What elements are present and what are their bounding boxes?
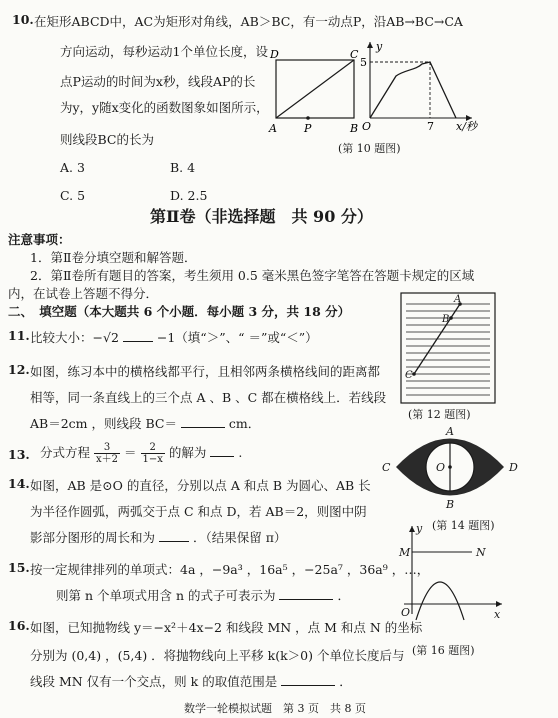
q10-option-d: D. 2.5: [170, 188, 208, 203]
parabola: [416, 582, 464, 620]
q13-fraction1: [94, 442, 120, 465]
q10-line2: 方向运动，每秒运动1个单位长度，设: [60, 44, 268, 59]
q13-prefix: 分式方程: [40, 445, 91, 460]
q10-line1: 在矩形ABCD中，AC为矩形对角线，AB＞BC，有一动点P，沿AB→BC→CA: [34, 14, 463, 29]
q10-line4: 为y，y随x变化的函数图象如图所示，: [60, 100, 269, 115]
label-o: O: [362, 120, 372, 133]
y-axis-arrow: [367, 42, 373, 48]
y-axis-arrow: [409, 526, 415, 532]
q13-fraction2-numerator: 2: [141, 442, 165, 454]
label-o: O: [401, 606, 411, 619]
point-p: [306, 116, 310, 120]
label-x: x: [494, 608, 501, 621]
label-m: M: [399, 546, 411, 559]
function-curve: [370, 62, 456, 118]
notes-item1: 1．第Ⅱ卷分填空题和解答题．: [30, 250, 197, 265]
q13-fraction1-numerator: 3: [94, 442, 120, 454]
page-footer: 数学一轮模拟试题 第 3 页 共 8 页: [184, 702, 366, 715]
label-b: B: [442, 314, 450, 325]
q12-line3-suffix: cm．: [228, 416, 261, 431]
label-c: C: [382, 461, 391, 474]
label-c: C: [405, 370, 413, 381]
q16-line3-suffix: ．: [339, 674, 352, 689]
q11-prefix: 比较大小：−√2: [30, 330, 119, 345]
q16-answer-blank[interactable]: [281, 685, 335, 686]
q13-answer-blank[interactable]: [210, 456, 234, 457]
q12-answer-blank[interactable]: [181, 427, 225, 428]
q14-line3: [30, 528, 286, 546]
q12-line3-prefix: AB＝2cm ，则线段 BC＝: [30, 416, 177, 431]
label-x-seconds: x/秒: [456, 120, 477, 133]
q10-number: 10.: [12, 12, 34, 27]
q16-line2: 分别为 (0,4) ，(5,4) ．将抛物线向上平移 k(k＞0) 个单位长度后与: [30, 648, 405, 663]
label-y: y: [416, 522, 423, 535]
q14-line3-prefix: 影部分图形的周长和为: [30, 530, 156, 545]
q14-circle-figure: [378, 420, 528, 518]
q14-line1: 如图，AB 是⊙O 的直径，分别以点 A 和点 B 为圆心、AB 长: [30, 478, 371, 493]
q13-number: 13.: [8, 447, 30, 462]
center-o: [448, 465, 452, 469]
label-n: N: [476, 546, 486, 559]
label-p: P: [304, 122, 312, 135]
notes-heading: 注意事项：: [8, 232, 71, 247]
q13-fraction2-denominator: 1−x: [142, 454, 163, 465]
q12-line2: 相等，同一条直线上的三个点 A 、B 、C 都在横格线上．若线段: [30, 390, 387, 405]
q16-caption: (第 16 题图): [412, 644, 475, 657]
q12-caption: (第 12 题图): [408, 408, 471, 421]
section2-title: 第Ⅱ卷（非选择题 共 90 分）: [150, 207, 373, 226]
label-o: O: [436, 461, 446, 474]
label-seven: 7: [427, 120, 434, 133]
q16-line3: [30, 672, 352, 690]
q14-number: 14.: [8, 476, 30, 491]
q11-number: 11.: [8, 328, 30, 343]
notes-item2a: 2．第Ⅱ卷所有题目的答案，考生须用 0.5 毫米黑色签字笔答在答题卡规定的区域: [30, 268, 475, 283]
q16-number: 16.: [8, 618, 30, 633]
q15-line2-suffix: ．: [337, 588, 350, 603]
q14-caption: (第 14 题图): [432, 519, 495, 532]
label-a: A: [269, 122, 277, 135]
q15-line1: 按一定规律排列的单项式：4a ，−9a³ ，16a⁵ ，−25a⁷ ，36a⁹ ，…，: [30, 562, 430, 577]
label-five: 5: [360, 56, 367, 69]
q11-text: [30, 328, 318, 346]
q13-fraction1-denominator: x＋2: [96, 454, 119, 465]
label-c: C: [350, 48, 359, 61]
q10-function-graph: [360, 40, 480, 140]
q10-line5: 则线段BC的长为: [60, 132, 154, 147]
label-a: A: [454, 294, 462, 305]
q10-caption: (第 10 题图): [338, 142, 401, 155]
q15-line2-prefix: 则第 n 个单项式用含 n 的式子可表示为: [56, 588, 276, 603]
q16-parabola-figure: [398, 522, 508, 622]
q14-answer-blank[interactable]: [159, 541, 189, 542]
point-c: [412, 372, 416, 376]
q10-line3: 点P运动的时间为x秒，线段AP的长: [60, 74, 256, 89]
q10-option-a: A. 3: [60, 160, 85, 175]
q15-answer-blank[interactable]: [279, 599, 333, 600]
label-d: D: [270, 48, 279, 61]
q13-equals: ＝: [124, 445, 137, 460]
q12-line1: 如图，练习本中的横格线都平行，且相邻两条横格线间的距离都: [30, 364, 381, 379]
q12-number: 12.: [8, 362, 30, 377]
label-y: y: [376, 40, 383, 53]
point-b: [449, 316, 453, 320]
q13-suffix: 的解为: [168, 445, 207, 460]
part2-label: 二、 填空题（本大题共 6 个小题．每小题 3 分，共 18 分）: [8, 304, 351, 319]
q15-line2: [56, 586, 350, 604]
q14-line3-suffix: ．（结果保留 π）: [192, 530, 287, 545]
label-d: D: [509, 461, 518, 474]
q10-option-c: C. 5: [60, 188, 86, 203]
label-b: B: [350, 122, 359, 135]
notebook-border: [401, 293, 495, 403]
q16-line1: 如图，已知抛物线 y＝−x²＋4x−2 和线段 MN ，点 M 和点 N 的坐标: [30, 620, 423, 635]
label-b: B: [446, 498, 455, 511]
q14-line2: 为半径作圆弧，两弧交于点 C 和点 D，若 AB＝2，则图中阴: [30, 504, 367, 519]
q10-option-b: B. 4: [170, 160, 196, 175]
q10-rectangle-figure: [264, 46, 364, 136]
q11-answer-blank[interactable]: [123, 341, 153, 342]
notes-item2b: 内，在试卷上答题不得分．: [8, 286, 159, 301]
q13-text: [40, 440, 242, 466]
q15-number: 15.: [8, 560, 30, 575]
q16-line3-prefix: 线段 MN 仅有一个交点，则 k 的取值范围是: [30, 674, 278, 689]
q13-end: .: [238, 445, 243, 460]
q11-suffix: −1（填“＞”、“ ＝”或“＜”）: [156, 330, 318, 345]
diagonal-ac: [276, 60, 354, 118]
q12-line3: [30, 414, 260, 432]
x-axis-arrow: [496, 601, 502, 607]
label-a: A: [446, 425, 454, 438]
q13-fraction2: [141, 442, 165, 465]
q12-notebook-figure: [400, 292, 496, 404]
